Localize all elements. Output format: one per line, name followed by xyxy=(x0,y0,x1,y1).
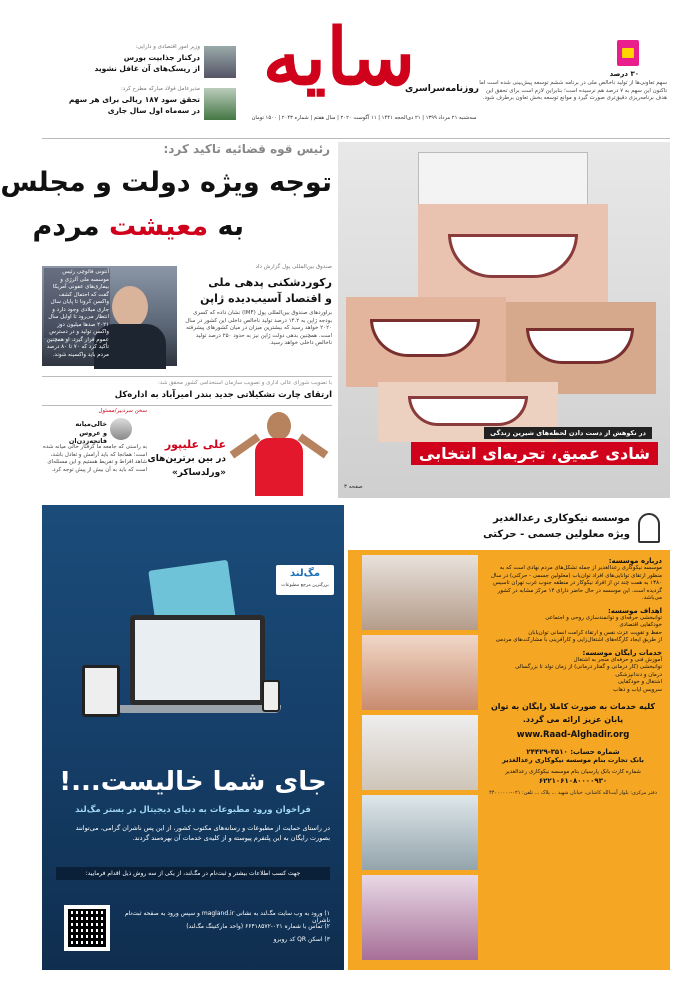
player-photo xyxy=(227,408,332,498)
lead-title-word: به xyxy=(217,211,244,242)
raad-service: سرویس ایاب و ذهاب xyxy=(613,686,662,693)
raad-photos xyxy=(362,555,478,960)
story-photo xyxy=(204,88,236,120)
raad-card-label: شماره کارت بانک پارسیان بنام موسسه نیکوکاری رعدالغدیر xyxy=(505,769,641,775)
magland-step-3: ۳) اسکن QR کد روبرو xyxy=(273,936,330,943)
smile-story[interactable] xyxy=(338,142,670,498)
raad-bank: بانک تجارت بنام موسسه نیکوکاری رعدالغدیر xyxy=(502,756,644,764)
raad-org-2: ویژه معلولین جسمی - حرکتی xyxy=(483,529,630,540)
imf-headline-1: رکوردشکنی پدهی ملی xyxy=(208,276,332,289)
smile-page-ref: صفحه ۳ xyxy=(344,484,363,490)
raad-account: ۳۵۱۰-۲۴۴۲۹ xyxy=(526,748,568,756)
editor-column[interactable] xyxy=(42,408,147,498)
raad-org-1: موسسه نیکوکاری رعدالغدیر xyxy=(493,513,630,524)
raad-goal: خودکفایی اقتصادی xyxy=(619,622,662,628)
magland-body: در راستای حمایت از مطبوعات و رسانه‌های مکتوب کشور، از این پس ناشران گرامی، می‌توانند بصورت رایگان به این پلتفرم پیوسته و از کلیه‌ی خدمات آن بهره‌مند گردند. xyxy=(75,824,330,842)
smile-kicker: در نکوهش از دست دادن لحظه‌های شیرین زندگی xyxy=(484,427,652,439)
story-kicker: وزیر امور اقتصادی و دارایی: xyxy=(135,44,200,50)
raad-about-text: موسسه نیکوکاری رعدالغدیر از جمله تشکل‌های مردم نهادی است که به منظور ارتقای توانایی‌های افراد توان‌یاب (معلولین جسمی - حرکتی) در سال ۱۳۸۰ به همت چند تن از افراد نیکوکار در منطقه جنوب غرب تهران تاسیس گردیده است. این موسسه در حال حاضر دارای ۱۴ مرکز مشابه در کشور می‌باشد. xyxy=(491,565,662,601)
raad-account-row xyxy=(484,748,662,756)
story-photo xyxy=(204,46,236,78)
logo-subtitle: روزنامه‌سراسری xyxy=(405,84,479,94)
smile-headline: شادی عمیق، تجربه‌ای انتخابی xyxy=(411,442,658,465)
laptop-illustration xyxy=(112,565,282,740)
magland-step-1: ۱) ورود به وب سایت مگ‌لند به نشانی magland.ir و سپس ورود به صفحه ثبت‌نام ناشران xyxy=(124,910,330,924)
imf-side-text: آنتونی فائوچی رئیس موسسه ملی آلرژی و بیماری‌های عفونی آمریکا گفت که احتمال کشف واکسن کرونا تا پایان سال جاری میلادی وجود دارد و انتظار می‌رود تا اوایل سال ۲۰۲۱ صدها میلیون دوز واکسن تولید و در دسترس عموم قرار گیرد. او همچنین تأکید کرد که ۷۰ تا ۸۰ درصد مردم باید واکسینه شوند. xyxy=(44,268,110,338)
bandar-kicker: با تصویب شورای عالی اداری و تصویب سازمان استخدامی کشور محقق شد: xyxy=(158,380,332,386)
column-label: سخن سردبیر/مسئول xyxy=(98,408,147,414)
raad-web[interactable]: www.Raad-Alghadir.org xyxy=(516,730,630,740)
lead-title-word: مردم xyxy=(32,211,100,242)
column-photo xyxy=(110,418,132,440)
raad-about-title: درباره موسسه: xyxy=(608,557,662,565)
raad-account-label: شماره حساب: xyxy=(570,748,620,756)
top-story-2[interactable] xyxy=(46,86,236,124)
magland-step-2: ۲) تماس با شماره ۰۲۱-۶۶۴۱۸۵۷۲ (واحد مارکتینگ مگ‌لند) xyxy=(186,923,330,930)
right-info-box xyxy=(474,40,669,135)
sport-line-3: «ورلدساکر» xyxy=(171,468,226,478)
raad-service: توانبخشی (کار درمانی و گفتار درمانی) از زمان تولد تا بزرگسالی xyxy=(515,664,662,670)
raad-card: ۶۲۲۱۰۶۱۰۸۰۰۰۰۹۳۰ xyxy=(538,776,608,785)
raad-logo-icon xyxy=(638,513,660,543)
masthead xyxy=(4,0,678,140)
raad-services-title: خدمات رایگان موسسه: xyxy=(582,648,662,657)
lead-title-line2[interactable] xyxy=(34,206,244,248)
raad-content xyxy=(484,557,662,967)
lead-title-line1[interactable]: توجه ویژه دولت و مجلس xyxy=(0,167,332,198)
magland-brand-sub: بزرگترین مرجع مطبوعات xyxy=(281,583,329,588)
imf-kicker: صندوق بین‌المللی پول گزارش داد xyxy=(255,264,332,270)
raad-free: کلیه خدمات به صورت کاملا رایگان به توان یابان عزیز ارائه می گردد. xyxy=(490,702,656,724)
story-headline: تحقق سود ۱۸۷ ریالی برای هر سهم xyxy=(68,95,200,104)
raad-service: آموزش فنی و حرفه‌ای منجر به اشتغال xyxy=(573,656,662,663)
magland-logo xyxy=(276,565,334,595)
story-headline-2: از ریسک‌های آن غافل نشوید xyxy=(94,64,200,73)
masthead-rule xyxy=(42,138,670,139)
dateline: سه‌شنبه ۲۱ مرداد ۱۳۹۹ | ۲۱ ذی‌الحجه ۱۴۴۱ | ۱۱ آگوست ۲۰۲۰ | سال هفتم | شماره ۲۰۴۳ | ۱۵۰۰ تومان xyxy=(251,115,477,121)
raad-header xyxy=(348,505,670,550)
story-kicker: مدیرعامل فولاد مبارکه مطرح کرد: xyxy=(120,86,200,92)
raad-service: درمان و دندانپزشکی xyxy=(615,671,662,678)
info-box-text: سهم تعاونی‌ها از تولید ناخالص ملی در برنامه ششم توسعه پیش‌بینی شده است اما تاکنون این سهم به ۷ درصد هم نرسیده است؛ بنابراین لازم است برای تحقق این هدف برنامه‌ریزی دقیق‌تری صورت گیرد و موانع توسعه بخش تعاون برطرف شود. xyxy=(479,80,667,101)
raad-goal: حفظ و تقویت عزت نفس و ارتقاء کرامت انسانی توان‌یابان xyxy=(528,629,662,636)
sport-line-2: در بین برترین‌های xyxy=(147,454,226,464)
divider xyxy=(42,405,332,406)
story-headline: درکنار جذابیت بورس xyxy=(123,53,200,62)
raad-goal: از طریق ایجاد کارگاه‌های اشتغال‌زایی و کارآفرینی با مشارکت‌های مردمی xyxy=(495,637,662,643)
lead-title-red: معیشت xyxy=(109,211,209,242)
magland-bar: جهت کسب اطلاعات بیشتر و ثبت‌نام در مگ‌لند، از یکی از سه روش ذیل اقدام فرمایید: xyxy=(56,867,330,880)
imf-story[interactable] xyxy=(42,262,332,374)
qr-code[interactable] xyxy=(64,905,110,951)
logo: سایه xyxy=(262,12,416,103)
column-title-2: و عروس فاتحه‌زدن‌ان xyxy=(68,429,107,445)
pink-icon xyxy=(617,40,639,66)
column-body: به راستی که جامعه ما گرفتار خالی میانه شده است؛ همانجا که باید آرامش و تعادل باشد، شاهد افراط و تفریط هستیم و این مسئله‌ای است که باید به آن بیش از پیش توجه کرد. xyxy=(42,444,147,473)
raad-ad[interactable] xyxy=(348,505,670,970)
raad-goals-title: اهداف موسسه: xyxy=(607,606,662,615)
info-box-title: ۳۰ درصد xyxy=(609,70,639,78)
sport-name: علی علیپور xyxy=(164,438,226,451)
divider xyxy=(42,376,332,377)
imf-headline-2: و اقتصاد آسیب‌دیده ژاپن xyxy=(200,292,332,305)
bandar-headline[interactable]: ارتقای چارت تشکیلاتی جدید بندر امیرآباد به اداره‌کل xyxy=(114,390,332,400)
magland-subhead: فراخوان ورود مطبوعات به دنیای دیجیتال در بستر مگ‌لند xyxy=(75,805,311,815)
top-story-1[interactable] xyxy=(46,44,236,82)
raad-goal: توانبخشی حرفه‌ای و توانمندسازی روحی و اجتماعی xyxy=(545,614,662,621)
lead-kicker: رئیس قوه قضائیه تاکید کرد: xyxy=(163,142,330,156)
magland-brand: مگ‌لند xyxy=(289,568,321,579)
magland-headline: جای شما خالیست...! xyxy=(59,767,327,797)
column-title-1: خالی‌میانه xyxy=(75,420,107,428)
sport-story[interactable] xyxy=(149,408,334,500)
raad-service: اشتغال و خودکفایی xyxy=(617,679,662,685)
imf-body: براوردهای صندوق بین‌المللی پول (IMF) نشان داده که کسری بودجه ژاپن به ۱۴.۲ درصد تولید ناخالص داخلی این کشور در سال ۲۰۲۰ خواهد رسید که بیشترین میزان در میان کشورهای پیشرفته است. همچنین بدهی دولت ژاپن نیز به حدود ۲۵۰ درصد تولید ناخالص داخلی خواهد رسید. xyxy=(185,310,332,346)
magland-ad[interactable] xyxy=(42,505,344,970)
story-headline-2: در سه‌ماه اول سال جاری xyxy=(107,106,200,115)
raad-address: دفتر مرکزی: بلوار آیت‌الله کاشانی، خیابان شهید ... پلاک ... تلفن: ۰۲۱-۴۴۰۰۰۰۰۰ xyxy=(489,789,657,796)
